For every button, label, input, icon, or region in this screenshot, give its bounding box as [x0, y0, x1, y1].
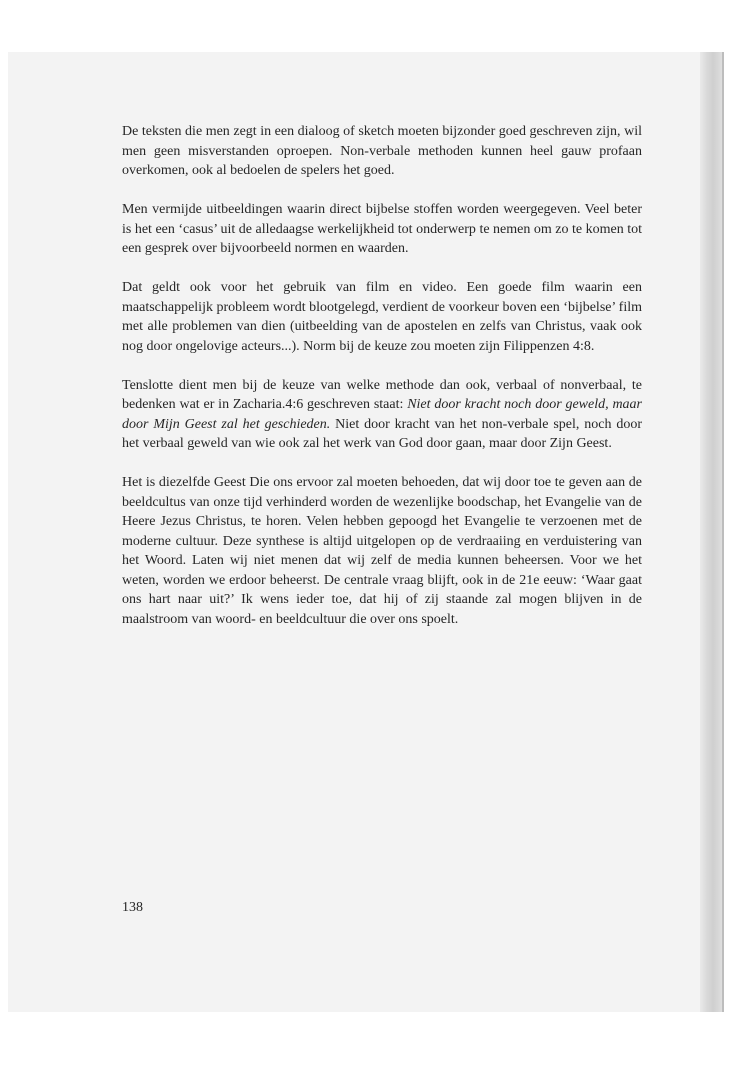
page-number: 138	[122, 900, 143, 915]
book-spine-shadow	[700, 52, 724, 1012]
paragraph-3: Dat geldt ook voor het gebruik van film en video. Een goede film waarin een maatschappelijk probleem wordt blootgelegd, verdient de voorkeur boven een ‘bijbelse’ film met alle problemen van dien (uitbeelding van de apostelen en zelfs van Christus, vaak ook nog door ongelovige acteurs...). Norm bij de keuze zou moeten zijn Filippenzen 4:8.	[122, 280, 642, 354]
paragraph-4	[122, 376, 642, 454]
book-spine-edge	[722, 52, 724, 1012]
paragraph-4-conclusion: Niet door kracht van het non-verbale spel, noch door het verbaal geweld van wie ook zal het werk van God door gaan, maar door Zijn Geest.	[122, 416, 642, 451]
scripture-quote: Niet door kracht noch door geweld, maar door Mijn Geest zal het geschieden.	[122, 397, 642, 432]
paragraph-1: De teksten die men zegt in een dialoog of sketch moeten bijzonder goed geschreven zijn, wil men geen misverstanden oproepen. Non-verbale methoden kunnen heel gauw profaan overkomen, ook al bedoelen de spelers het goed.	[122, 124, 642, 178]
paragraph-2: Men vermijde uitbeeldingen waarin direct bijbelse stoffen worden weergegeven. Veel beter is het een ‘casus’ uit de alledaagse werkelijkheid tot onderwerp te nemen om zo te komen tot een gesprek over bijvoorbeeld normen en waarden.	[122, 202, 642, 256]
paragraph-4-intro: Tenslotte dient men bij de keuze van welke methode dan ook, verbaal of nonverbaal, te bedenken wat er in Zacharia.4:6 geschreven staat:	[122, 377, 642, 412]
paragraph-5: Het is diezelfde Geest Die ons ervoor zal moeten behoeden, dat wij door toe te geven aan de beeldcultus van onze tijd verhinderd worden de wezenlijke boodschap, het Evangelie van de Heere Jezus Christus, te horen. Velen hebben gepoogd het Evangelie te verzoenen met de moderne cultuur. Deze synthese is altijd uitgelopen op de verdraaiing en verduistering van het Woord. Laten wij niet menen dat wij zelf de media kunnen beheersen. Voor we het weten, worden we erdoor beheerst. De centrale vraag blijft, ook in de 21e eeuw: ‘Waar gaat ons hart naar uit?’ Ik wens ieder toe, dat hij of zij staande zal mogen blijven in de maalstroom van woord- en beeldcultuur die over ons spoelt.	[122, 475, 642, 627]
body-text	[122, 122, 642, 649]
